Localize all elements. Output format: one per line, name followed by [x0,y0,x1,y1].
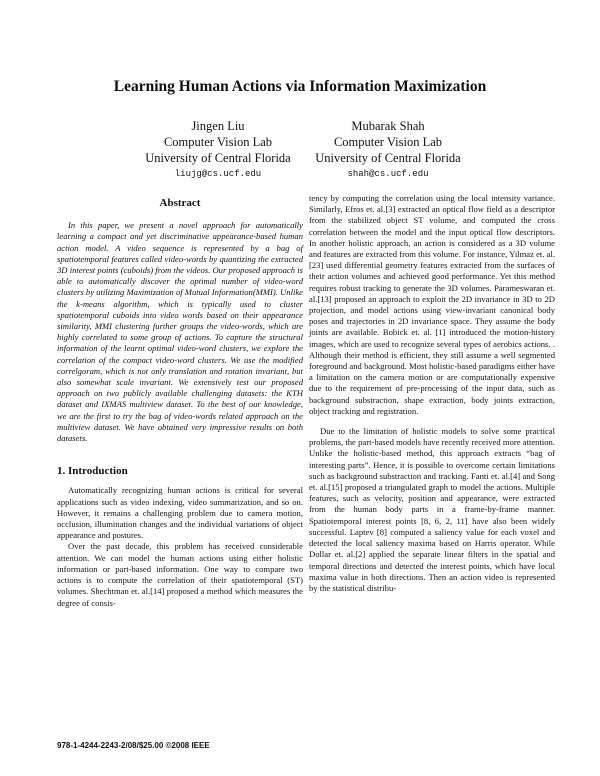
abstract-text: In this paper, we present a novel approach for automatically learning a compact and yet discriminative appearance-based human action model. A video sequence is represented by a bag of spatiotemporal features called video-words by quantizing the extracted 3D interest points (cuboids) from the videos. Our proposed approach is able to automatically discover the optimal number of video-word clusters by utilizing Maximization of Mutual Information(MMI). Unlike the k-means algorithm, which is typically used to cluster spatiotemporal cuboids into video words based on their appearance similarity, MMI clustering further groups the video-words, which are highly correlated to some group of actions. To capture the structural information of the learnt optimal video-word clusters, we explore the correlation of the compact video-word clusters. We use the modified correlgoram, which is not only translation and rotation invariant, but also somewhat scale invariant. We extensively test our proposed approach on two publicly available challenging datasets: the KTH dataset and IXMAS multiview dataset. To the best of our knowledge, we are the first to try the bag of video-words related approach on the multiview dataset. We have obtained very impressive results on both datasets. [57,220,303,444]
author-block-2 [304,118,472,182]
intro-paragraph-2: Over the past decade, this problem has received considerable attention. We can model the human actions using either holistic information or part-based information. One way to compare two actions is to compute the correlation of their spatiotemporal (ST) volumes. Shechtman et. al.[14] proposed a method which measures the degree of consis- [57,541,303,608]
author-name: Jingen Liu [191,119,245,133]
body-paragraph-2: Due to the limitation of holistic models to solve some practical problems, the part-based models have recently received more attention. Unlike the holistic-based method, this approach extracts “bag of interesting parts”. Hence, it is possible to overcome certain limitations such as background substraction and tracking. Fanti et. al.[4] and Song et. al.[15] proposed a triangulated graph to model the actions. Multiple features, such as velocity, position and appearance, were extracted from the human body parts in a frame-by-frame manner. Spatiotemporal interest points [8, 6, 2, 11] have also been widely successful. Laptev [8] computed a saliency value for each voxel and detected the local saliency maxima based on Harris operator. While Dollar et. al.[2] applied the separate linear filters in the spatial and temporal directions and detected the interest points, which have local maxima value in both directions. Then an action video is represented by the statistical distribu- [309,426,555,593]
copyright-footer: 978-1-4244-2243-2/08/$25.00 ©2008 IEEE [57,741,210,750]
paper-title: Learning Human Actions via Information Maximization [113,78,487,95]
author-email: liujg@cs.ucf.edu [174,169,262,179]
body-paragraph-1: tency by computing the correlation using the local intensity variance. Similarly, Efros et. al.[3] extracted an optical flow field as a descriptor from the stabilized object ST volume, and computed the cross correlation between the model and the input optical flow descriptors. In another holistic approach, an action is considered as a 3D volume and features are extracted from this volume. For instance, Yilmaz et. al.[23] used differential geometry features extracted from the surfaces of their action volumes and achieved good performance. Yet this method requires robust tracking to generate the 3D volumes. Parameswaran et. al.[13] proposed an approach to exploit the 2D invariance in 3D to 2D projection, and model actions using view-invariant canonical body poses and trajectories in 2D invariance space. They assume the body joints are available. Bobick et. al. [1] introduced the motion-history images, which are used to recognize several types of aerobics actions. . Although their method is efficient, they still assume a well segmented foreground and background. Most holistic-based paradigms either have a limitation on the camera motion or are computationally expensive due to the requirement of pre-processing of the input data, such as background substraction, shape extraction, body joints extraction, object tracking and registration. [309,193,555,416]
author-affiliation: Computer Vision Lab [163,135,273,149]
author-email: shah@cs.ucf.edu [347,169,429,179]
author-name: Mubarak Shah [351,119,425,133]
author-institution: University of Central Florida [145,151,291,165]
author-affiliation: Computer Vision Lab [333,135,443,149]
abstract-heading: Abstract [159,197,201,209]
intro-paragraph-1: Automatically recognizing human actions is critical for several applications such as video indexing, video summarization, and so on. However, it remains a challenging problem due to camera motion, occlusion, illumination changes and the individual variations of object appearance and postures. [57,485,303,541]
right-column [309,193,555,594]
left-column [57,198,303,609]
section-heading-introduction: 1. Introduction [57,465,128,478]
author-institution: University of Central Florida [315,151,461,165]
author-block-1 [134,118,302,182]
